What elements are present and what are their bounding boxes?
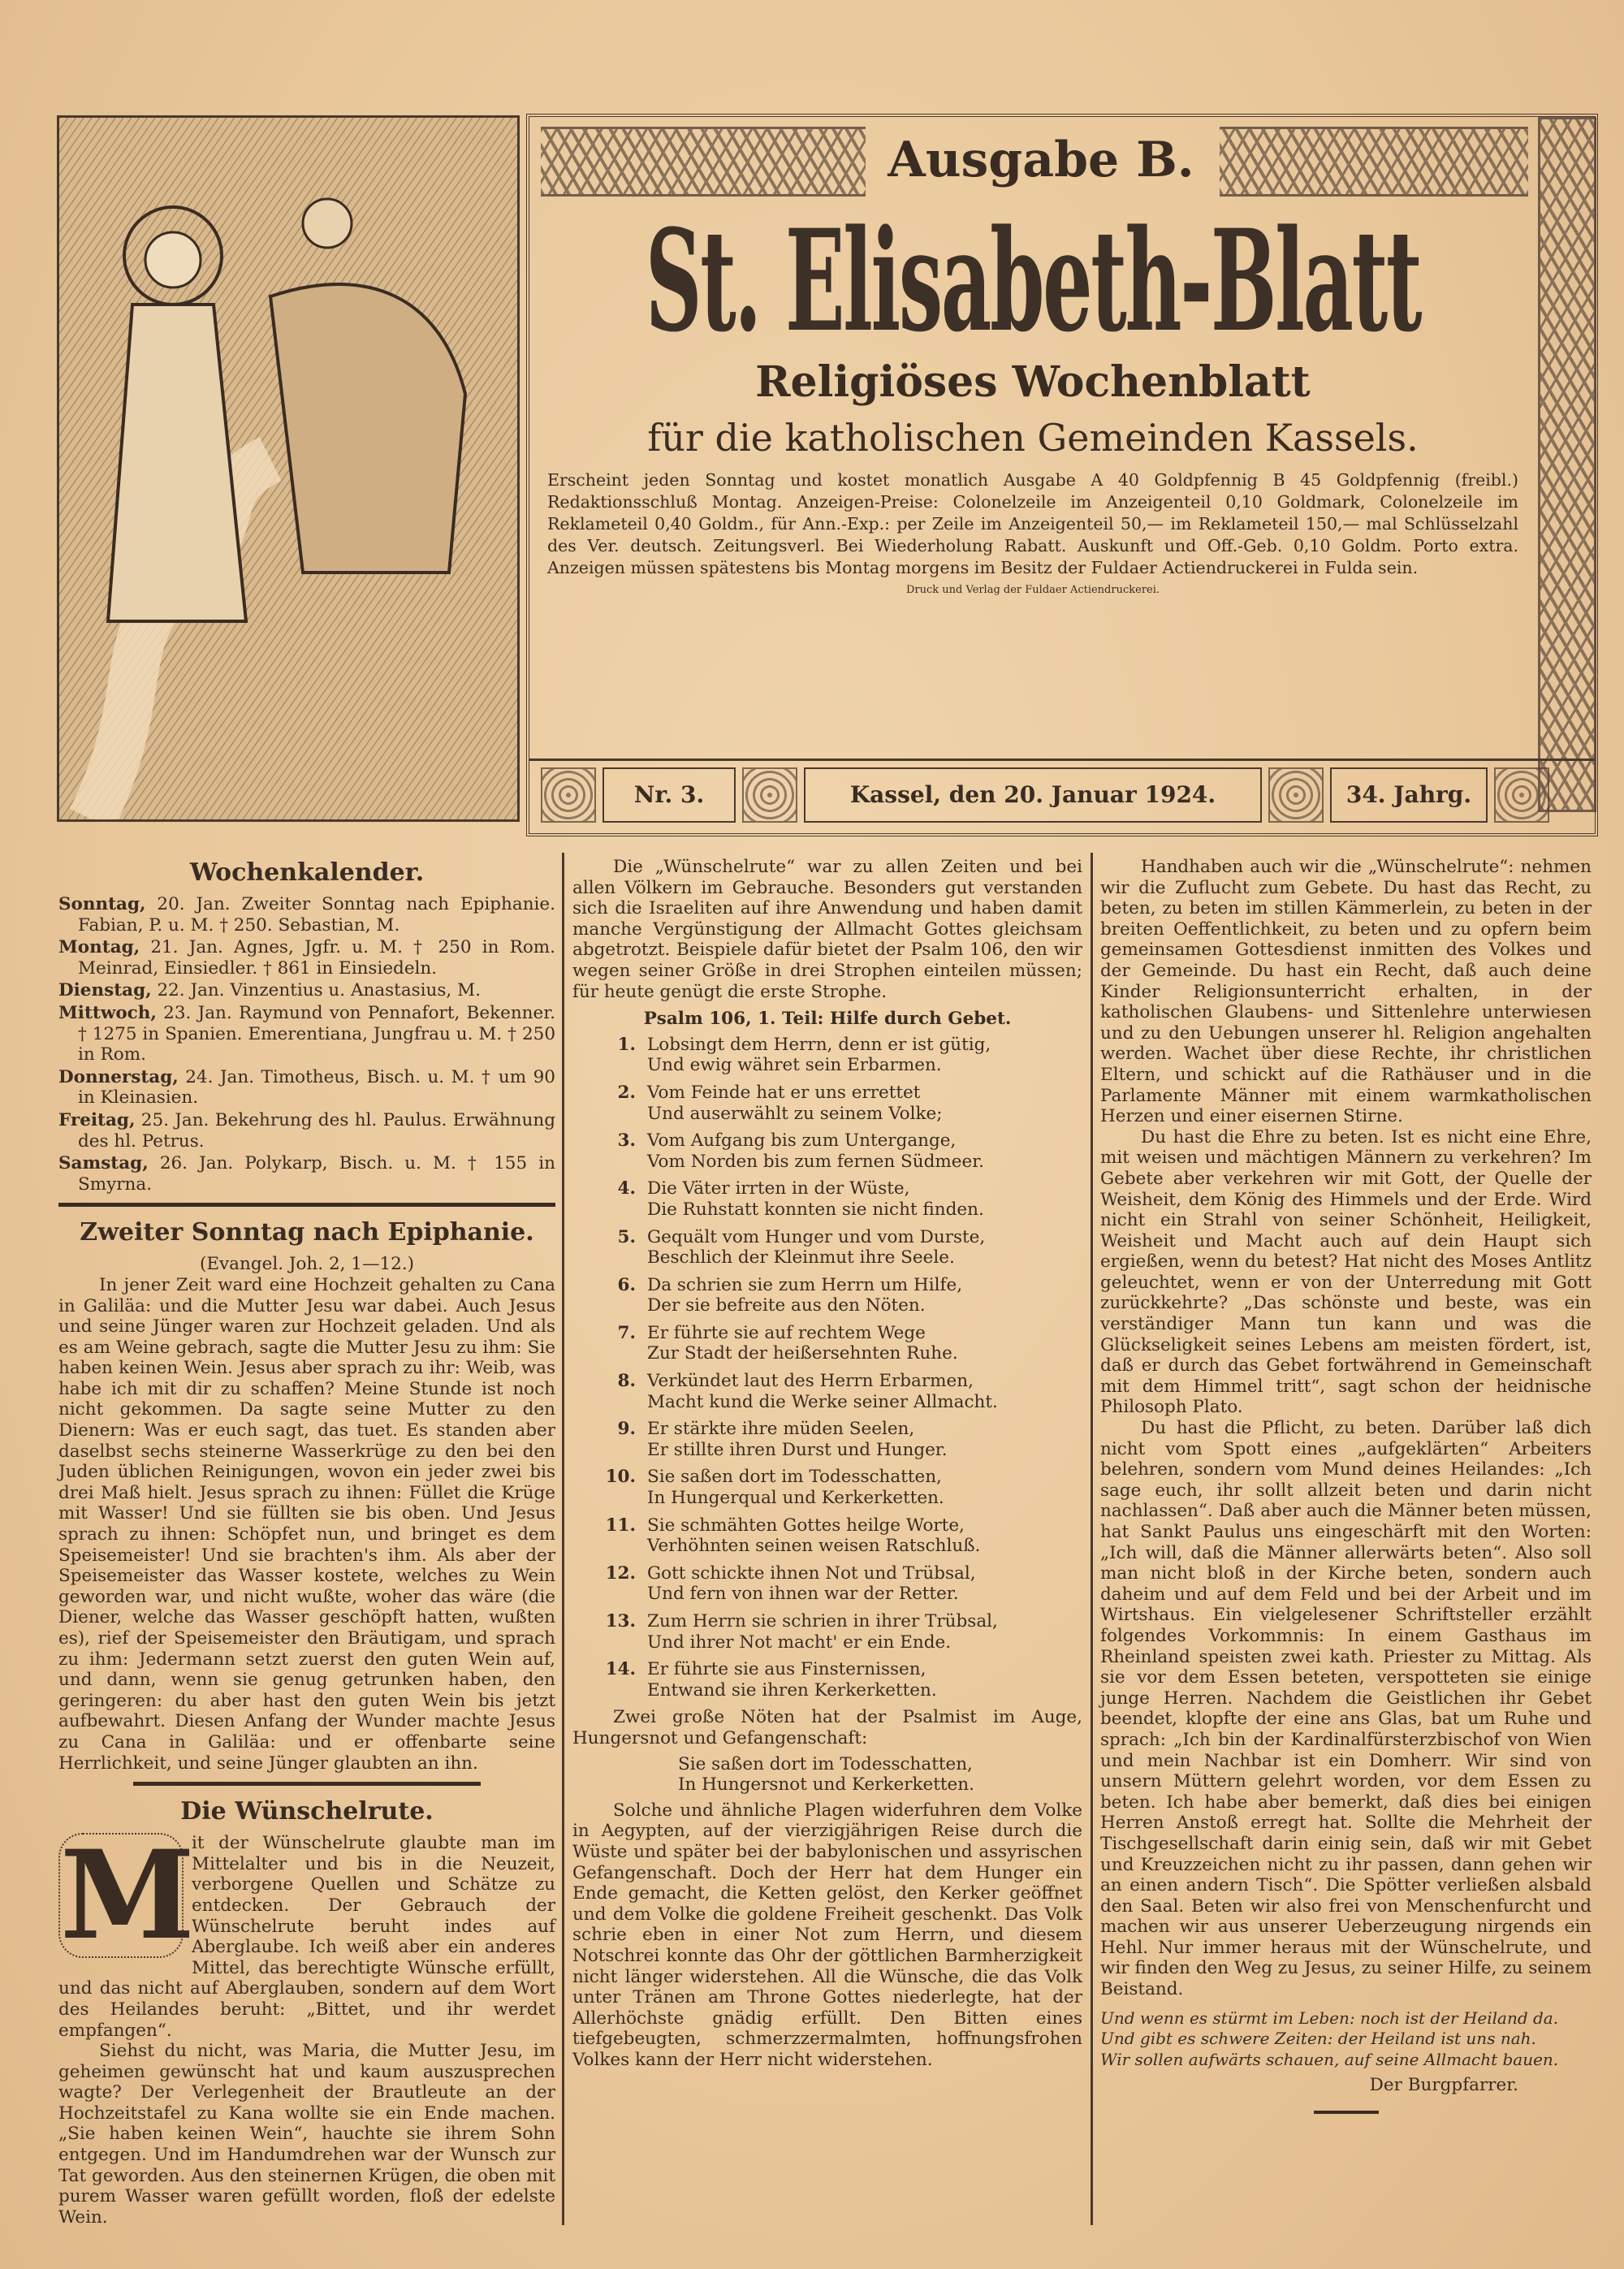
column-2 xyxy=(572,857,1082,2070)
masthead xyxy=(526,114,1598,836)
article-paragraph: Siehst du nicht, was Maria, die Mutter Jesu, im geheimen gewünscht hat und kaum auszusprechen wagte? Der Verlegenheit der Brautleute an der Hochzeitstafel zu Kana wollte sie ein Ende machen. „Sie haben keinen Wein“, hauchte sie ihrem Sohn entgegen. Und im Handumdrehen war der Wunsch zur Tat geworden. Aus den steinernen Krügen, die oben mit purem Wasser waren gefüllt worden, floß der edelste Wein. xyxy=(58,2041,555,2228)
psalm-verse: 1. Lobsingt dem Herrn, denn er ist gütig, Und ewig währet sein Erbarmen. xyxy=(617,1034,991,1076)
column-rule xyxy=(1091,853,1093,2225)
closing-poem: Und wenn es stürmt im Leben: noch ist der Heiland da. Und gibt es schwere Zeiten: der Heiland ist uns nah. Wir sollen aufwärts schauen, auf seine Allmacht bauen. xyxy=(1100,2008,1559,2069)
psalm-verse: 4. Die Väter irrten in der Wüste, Die Ruhstatt konnten sie nicht finden. xyxy=(617,1178,984,1220)
gospel-reference: (Evangel. Joh. 2, 1—12.) xyxy=(199,1254,415,1275)
article-paragraph: Die „Wünschelrute“ war zu allen Zeiten und bei allen Völkern im Gebrauche. Besonders gut verstanden sich die Israeliten auf ihre Anwendung und haben damit manche Vergünstigung der Allmacht Gottes gleichsam abgetrotzt. Beispiele dafür bietet der Psalm 106, den wir wegen seiner Größe in drei Strophen einteilen müssen; für heute genügt die erste Strophe. xyxy=(572,857,1082,1002)
psalm-verse: 6. Da schrien sie zum Herrn um Hilfe, Der sie befreite aus den Nöten. xyxy=(617,1274,963,1316)
calendar-heading: Wochenkalender. xyxy=(189,858,425,887)
calendar-entry: Sonntag, 20. Jan. Zweiter Sonntag nach Epiphanie. Fabian, P. u. M. † 250. Sebastian, M. xyxy=(58,894,555,936)
psalm-verse: 10. Sie saßen dort im Todesschatten, In Hungerqual und Kerkerketten. xyxy=(605,1467,944,1509)
column-1 xyxy=(58,857,555,2228)
column-3 xyxy=(1100,857,1592,2114)
section-divider xyxy=(133,1782,481,1786)
volume-year: 34. Jahrg. xyxy=(1330,767,1488,823)
masthead-text xyxy=(529,198,1536,599)
calendar-entry: Mittwoch, 23. Jan. Raymund von Pennafort, Bekenner. † 1275 in Spanien. Emerentiana, Jungfrau u. M. † 250 in Rom. xyxy=(58,1002,555,1065)
article-paragraph: Solche und ähnliche Plagen widerfuhren dem Volke in Aegypten, auf der vierzigjährigen Reise durch die Wüste und später bei der babylonischen und assyrischen Gefangenschaft. Doch der Herr hat dem Hunger ein Ende gemacht, die Ketten gelöst, den Kerker geöffnet und dem Volke die goldene Freiheit geschenkt. Das Volk schrie eben in einer Not zum Herrn, und diesem Notschrei konnte das Ohr der göttlichen Barmherzigkeit nicht länger widerstehen. All die Wünsche, die das Volk unter Tränen am Throne Gottes niederlegte, hat der Allerhöchste gnädig erfüllt. Den Bitten eines tiefgebeugten, schmerzzermalmten, hoffnungsfrohen Volkes kann der Herr nicht widerstehen. xyxy=(572,1800,1082,2070)
ornament-box xyxy=(541,767,596,823)
week-calendar xyxy=(58,894,555,1195)
newspaper-subtitle: Religiöses Wochenblatt xyxy=(755,357,1311,407)
psalm-verse: 9. Er stärkte ihre müden Seelen, Er stillte ihren Durst und Hunger. xyxy=(617,1419,948,1460)
psalm-verse: 14. Er führte sie aus Finsternissen, Entwand sie ihren Kerkerketten. xyxy=(605,1659,937,1701)
author-signature: Der Burgpfarrer. xyxy=(1369,2075,1518,2096)
newspaper-subtitle-2: für die katholischen Gemeinden Kassels. xyxy=(647,416,1419,460)
end-divider xyxy=(1314,2111,1379,2114)
calendar-entry: Donnerstag, 24. Jan. Timotheus, Bisch. u. M. † um 90 in Kleinasien. xyxy=(58,1066,555,1109)
psalm-quote: Sie saßen dort im Todesschatten, In Hungersnot und Kerkerketten. xyxy=(678,1753,974,1796)
woodcut-illustration xyxy=(59,118,517,819)
title-illustration-st-elisabeth xyxy=(57,115,520,822)
calendar-entry: Montag, 21. Jan. Agnes, Jgfr. u. M. † 250 in Rom. Meinrad, Einsiedler. † 861 in Einsiedeln. xyxy=(58,937,555,979)
publication-info: Erscheint jeden Sonntag und kostet monatlich Ausgabe A 40 Goldpfennig B 45 Goldpfennig (freibl.) Redaktionsschluß Montag. Anzeigen-Preise: Colonelzeile im Anzeigenteil 0,10 Goldmark, Colonelzeile im Reklameteil 0,40 Goldm., für Ann.-Exp.: per Zeile im Anzeigenteil 50,— im Reklameteil 150,— mal Schlüsselzahl des Ver. deutsch. Zeitungsverl. Bei Wiederholung Rabatt. Auskunft und Off.-Geb. 0,10 Goldm. Porto extra. Anzeigen müssen spätestens bis Montag morgens im Besitz der Fuldaer Actiendruckerei in Fulda sein. xyxy=(547,470,1518,577)
psalm-verse: 5. Gequält vom Hunger und vom Durste, Beschlich der Kleinmut ihre Seele. xyxy=(617,1226,986,1268)
psalm-verse: 3. Vom Aufgang bis zum Untergange, Vom Norden bis zum fernen Südmeer. xyxy=(617,1130,984,1172)
issue-date: Kassel, den 20. Januar 1924. xyxy=(804,767,1262,823)
decorative-initial: M xyxy=(60,1824,196,1968)
article-paragraph: Du hast die Pflicht, zu beten. Darüber laß dich nicht vom Spott eines „aufgeklärten“ Arbeiters belehren, sondern vom Mund deines Heilandes: „Ich sage euch, ihr sollt allzeit beten und darin nicht nachlassen“. Daß aber auch die Männer beten müssen, hat Sankt Paulus uns eingeschärft mit den Worten: „Ich will, daß die Männer allerwärts beten“. Also soll man nicht bloß in der Kirche beten, sondern auch daheim und auf dem Feld und bei der Arbeit und im Wirtshaus. Ein vielgelesener Schriftsteller erzählt folgendes Vorkommnis: In einem Gasthaus im Rheinland speisten zwei kath. Priester zu Mittag. Als sie vor dem Essen beteten, verspotteten sie einige junge Herren. Nachdem die Geistlichen ihr Gebet beendet, klopfte der eine ans Glas, bat um Ruhe und sprach: „Ich bin der Kardinalfürsterzbischof von Wien und mein Nachbar ist ein Domherr. Wir sind von unsern Müttern gelehrt worden, vor dem Essen zu beten. Ich habe aber bemerkt, daß dies bei einigen Herren Anstoß erregt hat. Sollte die Mehrheit der Tischgesellschaft darin einig sein, daß wir mit Gebet und Kreuzzeichen nicht zu ihr passen, dann gehen wir an einen andern Tisch“. Die Spötter verließen alsbald den Saal. Beten wir also frei von Menschenfurcht und machen wir aus unserer Ueberzeugung nirgends ein Hehl. Nur immer heraus mit der Wünschelrute, und wir finden den Weg zu Jesus, zu seiner Hilfe, zu seinem Beistand. xyxy=(1100,1418,1592,2000)
ornament-side-border xyxy=(1538,117,1596,812)
newspaper-title: St. Elisabeth-Blatt xyxy=(645,198,1421,363)
section-divider xyxy=(58,1203,555,1207)
column-rule xyxy=(562,853,564,2225)
ornament-left xyxy=(541,127,866,197)
gospel-heading: Zweiter Sonntag nach Epiphanie. xyxy=(80,1218,534,1247)
article-heading: Die Wünschelrute. xyxy=(180,1797,434,1826)
article-paragraph: M it der Wünschelrute glaubte man im Mittelalter und bis in die Neuzeit, verborgene Quellen und Schätze zu entdecken. Der Gebrauch der Wünschelrute beruht indes auf Aberglaube. Ich weiß aber ein anderes Mittel, das berechtigte Wünsche erfüllt, und das nicht auf Aberglauben, sondern auf dem Wort des Heilandes beruht: „Bittet, und ihr werdet empfangen“. xyxy=(58,1824,555,2041)
psalm-verse: 11. Sie schmähten Gottes heilge Worte, Verhöhnten seinen weisen Ratschluß. xyxy=(605,1515,981,1557)
calendar-entry: Samstag, 26. Jan. Polykarp, Bisch. u. M. † 155 in Smyrna. xyxy=(58,1153,555,1195)
issue-row xyxy=(529,758,1595,826)
psalm-verse: 7. Er führte sie auf rechtem Wege Zur Stadt der heißersehnten Ruhe. xyxy=(617,1322,958,1364)
psalm-verse: 13. Zum Herrn sie schrien in ihrer Trübsal, Und ihrer Not macht' er ein Ende. xyxy=(605,1611,998,1653)
calendar-entry: Dienstag, 22. Jan. Vinzentius u. Anastasius, M. xyxy=(58,980,481,1001)
ornament-box xyxy=(1494,767,1549,823)
article-paragraph: Du hast die Ehre zu beten. Ist es nicht eine Ehre, mit weisen und mächtigen Männern zu verkehren? Im Gebete aber verkehren wir mit Gott, der Quelle der Weisheit, dem König des Himmels und der Erde. Wird nicht ein Strahl von seiner Schönheit, Heiligkeit, Weisheit und Macht auch auf dein Haupt sich ergießen, wenn du betest? Hat nicht des Moses Antlitz geleuchtet, wenn er von der Unterredung mit Gott zurückkehrte? „Das schönste und beste, was ein verständiger Mann tun kann und was die Glückseligkeit seines Lebens am meisten fördert, ist, daß er durch das Gebet fortwährend in Gemeinschaft mit dem Himmel tritt“, sagt schon der heidnische Philosoph Plato. xyxy=(1100,1126,1592,1418)
psalm-heading: Psalm 106, 1. Teil: Hilfe durch Gebet. xyxy=(643,1009,1012,1030)
psalm-verse: 12. Gott schickte ihnen Not und Trübsal, Und fern von ihnen war der Retter. xyxy=(605,1562,976,1605)
psalm-verse: 2. Vom Feinde hat er uns errettet Und auserwählt zu seinem Volke; xyxy=(617,1082,943,1124)
edition-label: Ausgabe B. xyxy=(888,132,1194,188)
psalm-verse: 8. Verkündet laut des Herrn Erbarmen, Macht kund die Werke seiner Allmacht. xyxy=(617,1371,998,1412)
gospel-text: In jener Zeit ward eine Hochzeit gehalten zu Cana in Galiläa: und die Mutter Jesu war dabei. Auch Jesus und seine Jünger waren zur Hochzeit geladen. Und als es am Weine gebrach, sagte die Mutter Jesu zu ihm: Sie haben keinen Wein. Jesus aber sprach zu ihr: Weib, was habe ich mit dir zu schaffen? Meine Stunde ist noch nicht gekommen. Da sagte seine Mutter zu den Dienern: Was er euch sagt, das tuet. Es standen aber daselbst sechs steinerne Wasserkrüge zu den bei den Juden üblichen Reinigungen, wovon ein jeder zwei bis drei Maß hielt. Jesus sprach zu ihnen: Füllet die Krüge mit Wasser! Und sie füllten sie bis oben. Und Jesus sprach zu ihnen: Schöpfet nun, und bringet es dem Speisemeister! Und sie brachten's ihm. Als aber der Speisemeister das Wasser kostete, welches zu Wein geworden war, und nicht wußte, woher das wäre (die Diener, welche das Wasser geschöpft hatten, wußten es), rief der Speisemeister den Bräutigam, und sprach zu ihm: Jedermann setzt zuerst den guten Wein auf, und dann, wenn sie genug getrunken haben, den geringeren: du aber hast den guten Wein bis jetzt aufbewahrt. Diesen Anfang der Wunder machte Jesus zu Cana in Galiläa: und er offenbarte seine Herrlichkeit, und seine Jünger glaubten an ihn. xyxy=(58,1274,555,1774)
article-paragraph: Handhaben auch wir die „Wünschelrute“: nehmen wir die Zuflucht zum Gebete. Du hast das Recht, zu beten, zu beten im stillen Kämmerlein, zu beten in der breiten Oeffentlichkeit, zu beten und zu opfern beim gemeinsamen Gottesdienst inmitten des Volkes und der Gemeinde. Du hast ein Recht, daß auch deine Kinder Religionsunterricht erhalten, in der katholischen Glaubens- und Sittenlehre unterwiesen und zu den Uebungen unserer hl. Religion angehalten werden. Wachet über diese Rechte, ihr christlichen Eltern, und schickt auf die Rathäuser und in die Parlamente Männer mit einem warmkatholischen Herzen und einer eisernen Stirne. xyxy=(1100,857,1592,1127)
issue-number: Nr. 3. xyxy=(603,767,736,823)
ornament-box xyxy=(742,767,797,823)
calendar-entry: Freitag, 25. Jan. Bekehrung des hl. Paulus. Erwähnung des hl. Petrus. xyxy=(58,1109,555,1152)
printer-line: Druck und Verlag der Fuldaer Actiendruckerei. xyxy=(905,584,1160,596)
article-paragraph: Zwei große Nöten hat der Psalmist im Auge, Hungersnot und Gefangenschaft: xyxy=(572,1707,1082,1748)
psalm-verses xyxy=(572,1035,1082,1701)
ornament-right xyxy=(1220,127,1528,197)
ornament-box xyxy=(1268,767,1324,823)
